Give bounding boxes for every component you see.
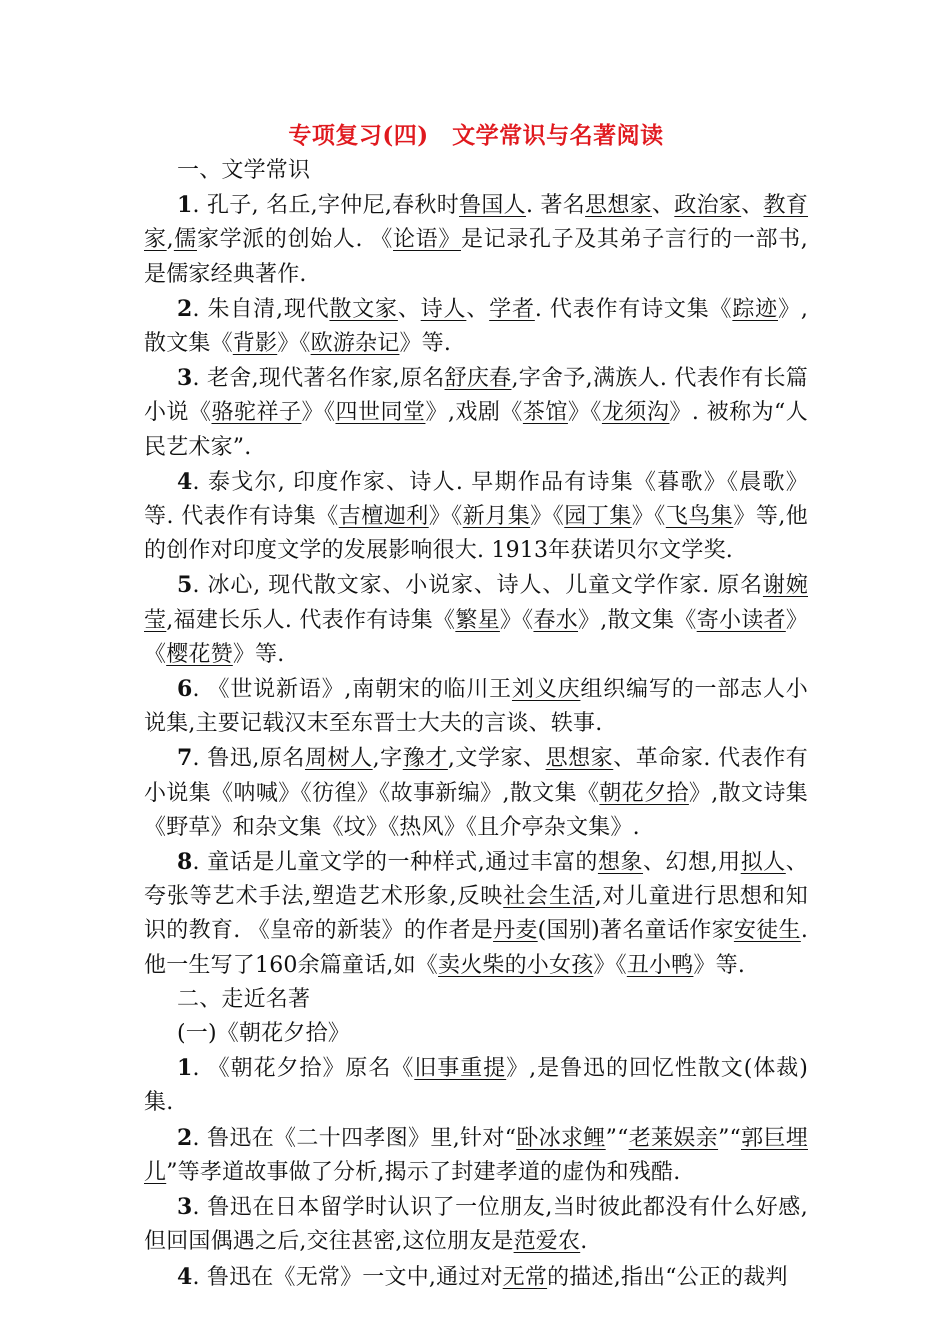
text-run: . 《朝花夕拾》原名《 [192,1056,415,1082]
text-run: ,对儿童进行思想和知识的教育. 《皇帝的新装》的作者是 [144,884,808,944]
text-run: . 鲁迅在《二十四孝图》里,针对“ [192,1125,517,1151]
document-body [144,154,808,1295]
answer-blank: 无常 [502,1264,548,1290]
item-number: 3 [177,365,193,392]
text-run: 》等,他的创作对印度文学的发展影响很大. 1913年获诺贝尔文学奖. [144,504,809,564]
answer-blank: 茶馆 [522,400,568,426]
text-run: 》,戏剧《 [425,400,523,426]
item-number: 7 [177,745,193,772]
text-run: 二、走近名著 [177,986,311,1012]
answer-blank: 樱花赞 [166,641,233,667]
text-run: 、 [397,296,421,322]
text-run: (国别)著名童话作家 [537,918,734,944]
answer-blank: 政治家 [674,193,742,219]
answer-blank: 背影 [232,331,278,357]
answer-blank: 范爱农 [513,1229,581,1255]
paragraph [144,1121,808,1190]
text-run: 、夸张等艺术手法,塑造艺术形象,反映 [144,850,808,910]
text-run: 的描述,指出“公正的裁判 [547,1264,788,1290]
paragraph [144,568,808,672]
item-number: 1 [177,1055,193,1082]
paragraph [144,983,808,1017]
item-number: 5 [177,572,193,599]
text-run: . 冰心, 现代散文家、小说家、诗人、儿童文学作家. 原名 [192,573,763,599]
answer-blank: 安徒生 [733,918,801,944]
answer-blank: 卧冰求鲤 [516,1125,606,1151]
item-number: 3 [177,1194,193,1221]
paragraph [144,1260,808,1295]
text-run: ”等孝道故事做了分析,揭示了封建孝道的虚伪和残酷. [166,1159,681,1185]
document-title: 专项复习(四) 文学常识与名著阅读 [288,122,664,149]
answer-blank: 教育家 [144,193,809,253]
item-number: 4 [177,1263,193,1290]
answer-blank: 繁星 [455,607,500,633]
answer-blank: 朝花夕拾 [599,780,689,806]
text-run: . 鲁迅,原名 [192,746,305,772]
text-run: . 鲁迅在《无常》一文中,通过对 [192,1264,503,1290]
text-run: 》,散文诗集《野草》和杂文集《坟》《热风》《且介亭杂文集》. [144,780,808,840]
document-page [144,118,808,1295]
answer-blank: 郭巨埋儿 [144,1125,808,1185]
item-number: 4 [177,468,193,495]
paragraph [144,1190,808,1259]
answer-blank: 拟人 [740,850,786,876]
answer-blank: 散文家 [329,296,398,322]
text-run: . 代表作有诗文集《 [534,296,733,322]
answer-blank: 学者 [489,296,535,322]
answer-blank: 旧事重提 [414,1056,507,1082]
answer-blank: 新月集 [462,504,531,530]
text-run: 》等. [232,641,285,667]
answer-blank: 周树人 [304,746,373,772]
answer-blank: 鲁国人 [459,193,526,219]
answer-blank: 园丁集 [564,504,632,530]
paragraph [144,465,808,569]
answer-blank: 谢婉莹 [144,573,808,633]
text-run: 、革命家. 代表作有小说集《呐喊》《彷徨》《故事新编》,散文集《 [144,746,808,806]
answer-blank: 吉檀迦利 [338,504,429,530]
text-run: 、 [651,193,675,219]
text-run: . 童话是儿童文学的一种样式,通过丰富的 [192,850,598,876]
text-run: 》. 被称为“人民艺术家”. [144,400,809,460]
paragraph [144,845,808,983]
text-run: . 朱自清,现代 [192,296,330,322]
paragraph [144,741,808,845]
paragraph [144,188,808,292]
answer-blank: 飞鸟集 [665,504,734,530]
text-run: . 老舍,现代著名作家,原名 [192,366,445,392]
text-run: ,字舍予,满族人. 代表作有长篇小说《 [144,366,808,426]
answer-blank: 丑小鸭 [626,952,694,978]
text-run: , [166,227,174,253]
answer-blank: 欧游杂记 [310,331,400,357]
paragraph [144,1017,808,1051]
answer-blank: 刘义庆 [511,677,581,703]
text-run: 家学派的创始人. 《 [196,227,394,253]
text-run: ,福建长乐人. 代表作有诗集《 [166,607,456,633]
text-run: 组织编写的一部志人小说集,主要记载汉末至东晋士大夫的言谈、轶事. [144,677,808,737]
answer-blank: 骆驼祥子 [211,400,302,426]
answer-blank: 老莱娱亲 [628,1125,719,1151]
text-run: . 他一生写了160余篇童话,如《 [144,918,809,978]
text-run: 》《 [144,607,808,667]
text-run: 》,散文集《 [578,607,697,633]
item-number: 8 [177,849,193,876]
paragraph [144,672,808,741]
text-run: . 泰戈尔, 印度作家、诗人. 早期作品有诗集《暮歌》《晨歌》等. 代表作有诗集《 [144,469,808,530]
answer-blank: 思想家 [585,193,652,219]
text-run: 》《 [499,607,534,633]
text-run: 、 [741,193,764,219]
paragraph [144,292,808,361]
text-run: 、幻想,用 [643,850,741,876]
answer-blank: 春水 [533,607,579,633]
text-run: 》《 [301,400,336,426]
item-number: 1 [177,192,193,219]
text-run: 》《 [277,331,311,357]
paragraph [144,1051,808,1120]
text-run: . 孔子, 名丘,字仲尼,春秋时 [192,193,460,219]
answer-blank: 卖火柴的小女孩 [438,952,594,978]
text-run: 》《 [428,504,463,530]
text-run: 一、文学常识 [177,158,311,183]
text-run: . [580,1229,588,1255]
text-run: . 《世说新语》,南朝宋的临川王 [192,677,512,703]
text-run: (一)《朝花夕拾》 [177,1021,350,1047]
text-run: 》《 [530,504,565,530]
text-run: 》《 [567,400,602,426]
answer-blank: 寄小读者 [696,607,786,633]
paragraph [144,361,808,465]
paragraph [144,154,808,188]
item-number: 2 [177,295,193,322]
answer-blank: 社会生活 [503,884,595,910]
text-run: ”“ [718,1125,741,1151]
text-run: 》等. [693,952,746,978]
answer-blank: 龙须沟 [601,400,670,426]
answer-blank: 豫才 [402,746,448,772]
answer-blank: 舒庆春 [444,366,512,392]
text-run: ,字 [372,746,403,772]
text-run: 是记录孔子及其弟子言行的一部书,是儒家经典著作. [144,227,808,287]
answer-blank: 诗人 [420,296,467,322]
item-number: 6 [177,676,193,703]
answer-blank: 踪迹 [732,296,778,322]
text-run: 》《 [631,504,666,530]
text-run: 、 [466,296,490,322]
text-run: . 鲁迅在日本留学时认识了一位朋友,当时彼此都没有什么好感,但回国偶遇之后,交往甚密,这位朋友是 [144,1195,808,1255]
answer-blank: 丹麦 [493,918,538,944]
text-run: 》《 [593,952,627,978]
answer-blank: 儒 [173,227,197,253]
answer-blank: 想象 [597,850,644,876]
text-run: . 著名 [525,193,586,219]
item-number: 2 [177,1124,193,1151]
text-run: ,文学家、 [447,746,546,772]
text-run: ”“ [605,1125,629,1151]
text-run: 》等. [399,331,452,357]
text-run: 》,散文集《 [144,296,809,357]
answer-blank: 论语》 [393,227,461,253]
answer-blank: 思想家 [545,746,614,772]
answer-blank: 四世同堂 [335,400,426,426]
text-run: 》,是鲁迅的回忆性散文(体裁)集. [144,1056,809,1116]
